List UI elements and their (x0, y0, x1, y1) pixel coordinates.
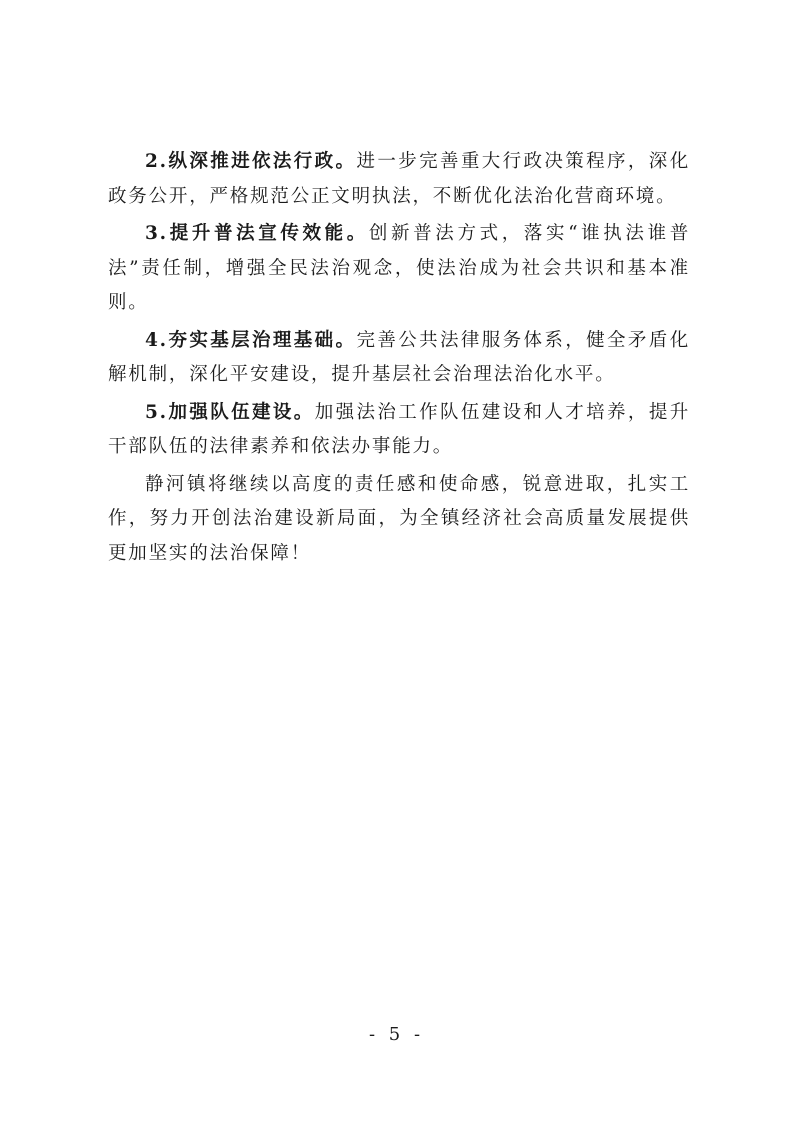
page-number: - 5 - (368, 1024, 425, 1045)
paragraph-text: 创新普法方式，落实“谁执法谁普法”责任制，增强全民法治观念，使法治成为社会共识和基本准则。 (108, 223, 690, 313)
paragraph-heading: 4.夯实基层治理基础。 (145, 329, 357, 351)
closing-paragraph (108, 468, 690, 572)
paragraph-item-3 (108, 217, 690, 321)
paragraph-text: 完善公共法律服务体系，健全矛盾化解机制，深化平安建设，提升基层社会治理法治化水平。 (108, 329, 690, 385)
paragraph-item-4 (108, 324, 690, 393)
paragraph-text: 进一步完善重大行政决策程序，深化政务公开，严格规范公正文明执法，不断优化法治化营商环境。 (108, 151, 690, 207)
paragraph-text: 加强法治工作队伍建设和人才培养，提升干部队伍的法律素养和依法办事能力。 (108, 401, 691, 457)
paragraph-text: 静河镇将继续以高度的责任感和使命感，锐意进取，扎实工作，努力开创法治建设新局面，为全镇经济社会高质量发展提供更加坚实的法治保障！ (108, 473, 690, 564)
paragraph-item-5 (108, 396, 690, 465)
document-body (108, 145, 690, 574)
paragraph-heading: 3.提升普法宣传效能。 (145, 223, 369, 244)
paragraph-item-2 (108, 145, 690, 214)
paragraph-heading: 2.纵深推进依法行政。 (145, 151, 357, 172)
paragraph-heading: 5.加强队伍建设。 (145, 401, 315, 423)
